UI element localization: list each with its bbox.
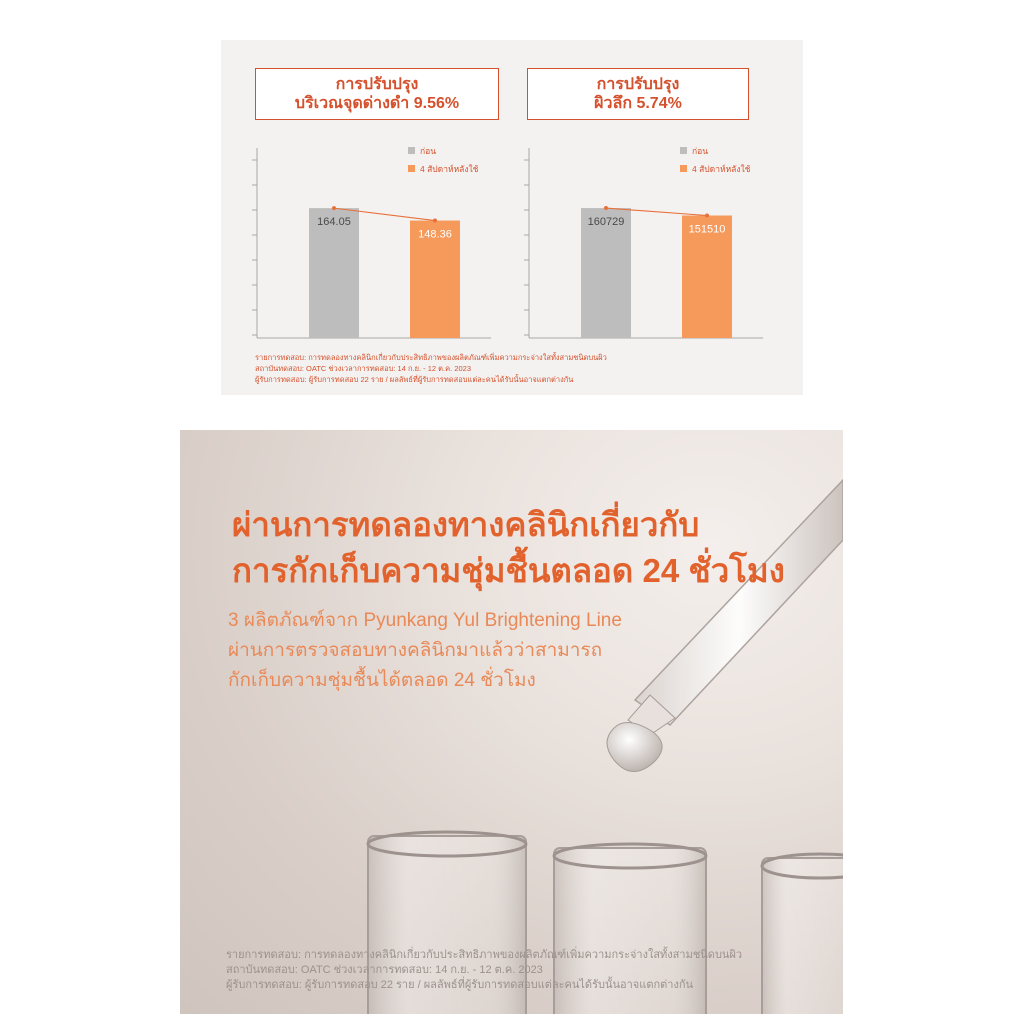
headline-line-2: การกักเก็บความชุ่มชื้นตลอด 24 ชั่วโมง <box>232 552 785 589</box>
chart-2-bar-label-1: 151510 <box>688 223 726 236</box>
chart-2-title <box>527 68 749 120</box>
chart-1-bar-label-0: 164.05 <box>317 216 351 229</box>
lab-photo-panel <box>180 430 843 1014</box>
chart-1-trend-point-1 <box>433 219 437 223</box>
headline <box>232 502 785 594</box>
footnote-line-1: รายการทดสอบ: การทดลองทางคลินิกเกี่ยวกับประสิทธิภาพของผลิตภัณฑ์เพิ่มความกระจ่างใสทั้งสามชนิดบนผิว <box>255 353 607 362</box>
chart-1-title-line-2: บริเวณจุดด่างดำ 9.56% <box>294 95 460 112</box>
photo-footnote-line-3: ผู้รับการทดสอบ: ผู้รับการทดสอบ 22 ราย / ผลลัพธ์ที่ผู้รับการทดสอบแต่ละคนได้รับนั้นอาจแตกต่างกัน <box>226 979 693 991</box>
photo-footnote <box>226 948 742 993</box>
chart-2 <box>513 140 775 345</box>
chart-2-title-line-2: ผิวลึก 5.74% <box>594 95 682 112</box>
headline-line-1: ผ่านการทดลองทางคลินิกเกี่ยวกับ <box>232 506 700 543</box>
chart-2-legend-swatch-0 <box>680 147 687 154</box>
chart-footnote <box>255 352 775 385</box>
chart-panel <box>221 40 803 395</box>
chart-1-title-line-1: การปรับปรุง <box>335 76 419 93</box>
chart-1-bar-label-1: 148.36 <box>418 228 452 241</box>
chart-2-bar-label-0: 160729 <box>587 216 625 229</box>
chart-1-legend-label-0: ก่อน <box>420 146 437 156</box>
chart-1-legend-swatch-1 <box>408 165 415 172</box>
chart-2-legend-label-0: ก่อน <box>692 146 709 156</box>
chart-2-title-line-1: การปรับปรุง <box>596 76 680 93</box>
chart-2-legend-swatch-1 <box>680 165 687 172</box>
chart-1-trend-point-0 <box>332 206 336 210</box>
chart-1-legend-swatch-0 <box>408 147 415 154</box>
subtext-line-3: กักเก็บความชุ่มชื้นได้ตลอด 24 ชั่วโมง <box>228 670 536 691</box>
chart-2-trend-point-1 <box>705 214 709 218</box>
footnote-line-3: ผู้รับการทดสอบ: ผู้รับการทดสอบ 22 ราย / ผลลัพธ์ที่ผู้รับการทดสอบแต่ละคนได้รับนั้นอาจแตกต่างกัน <box>255 375 574 384</box>
footnote-line-2: สถาบันทดสอบ: OATC ช่วงเวลาการทดสอบ: 14 ก.ย. - 12 ต.ค. 2023 <box>255 364 471 373</box>
photo-footnote-line-1: รายการทดสอบ: การทดลองทางคลินิกเกี่ยวกับประสิทธิภาพของผลิตภัณฑ์เพิ่มความกระจ่างใสทั้งสามชนิดบนผิว <box>226 949 743 961</box>
chart-1 <box>241 140 503 345</box>
subtext-line-1: 3 ผลิตภัณฑ์จาก Pyunkang Yul Brightening Line <box>228 610 622 631</box>
chart-1-title <box>255 68 499 120</box>
subtext-line-2: ผ่านการตรวจสอบทางคลินิกมาแล้วว่าสามารถ <box>228 640 603 661</box>
chart-2-trend-point-0 <box>604 206 608 210</box>
subtext <box>228 606 622 696</box>
chart-2-legend-label-1: 4 สัปดาห์หลังใช้ <box>692 164 751 174</box>
photo-footnote-line-2: สถาบันทดสอบ: OATC ช่วงเวลาการทดสอบ: 14 ก.ย. - 12 ต.ค. 2023 <box>226 964 543 976</box>
chart-1-legend-label-1: 4 สัปดาห์หลังใช้ <box>420 164 479 174</box>
